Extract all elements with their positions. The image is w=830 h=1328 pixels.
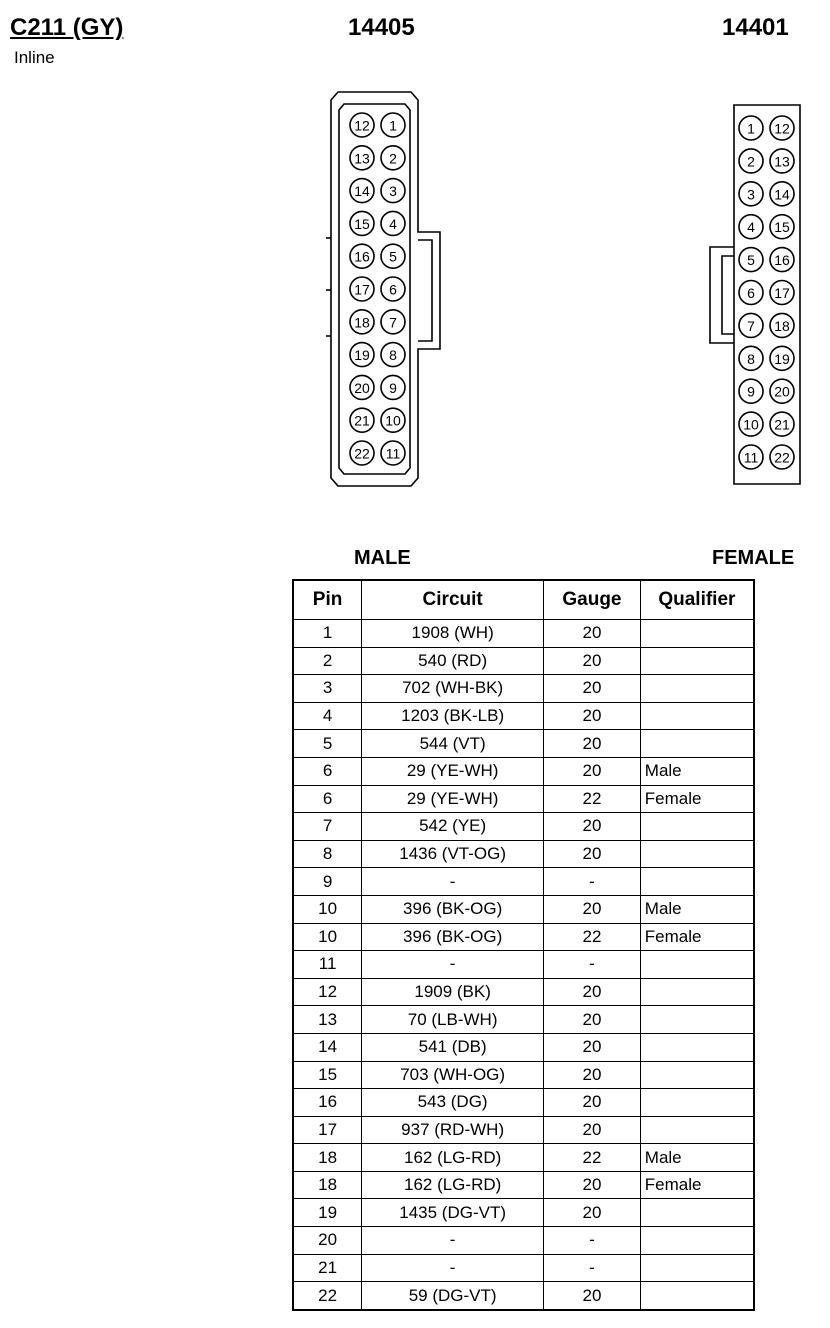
pin-male-left <box>350 113 374 137</box>
pin-number: 19 <box>354 347 370 364</box>
gauge-cell: 20 <box>544 1171 641 1199</box>
gauge-cell: 20 <box>544 813 641 841</box>
pin-female-right <box>770 445 794 469</box>
table-row <box>293 1199 754 1227</box>
pin-number: 9 <box>747 383 755 400</box>
pin-cell: 18 <box>293 1171 362 1199</box>
table-row <box>293 978 754 1006</box>
pin-male-left <box>350 244 374 268</box>
gauge-cell: 20 <box>544 1199 641 1227</box>
circuit-cell: 396 (BK-OG) <box>362 895 544 923</box>
gauge-cell: 20 <box>544 1061 641 1089</box>
pin-female-right <box>770 412 794 436</box>
pin-female-right <box>770 346 794 370</box>
pin-female-left <box>739 346 763 370</box>
qualifier-cell: Male <box>640 757 754 785</box>
table-row <box>293 951 754 979</box>
pin-number: 13 <box>354 150 370 167</box>
pin-number: 11 <box>743 449 759 466</box>
pin-number: 10 <box>743 416 759 433</box>
pin-number: 16 <box>354 248 370 265</box>
table-row <box>293 813 754 841</box>
gauge-cell: 20 <box>544 730 641 758</box>
pin-cell: 10 <box>293 895 362 923</box>
pin-number: 14 <box>774 186 790 203</box>
circuit-cell: 540 (RD) <box>362 647 544 675</box>
pin-cell: 22 <box>293 1282 362 1310</box>
pin-cell: 19 <box>293 1199 362 1227</box>
qualifier-cell <box>640 813 754 841</box>
gauge-cell: 20 <box>544 840 641 868</box>
pin-number: 7 <box>747 317 755 334</box>
pin-female-left <box>739 281 763 305</box>
pin-male-right <box>381 408 405 432</box>
female-view-label: FEMALE <box>712 547 795 569</box>
gauge-cell: 20 <box>544 1089 641 1117</box>
pin-number: 22 <box>774 449 790 466</box>
pin-male-left <box>350 441 374 465</box>
pin-female-left <box>739 182 763 206</box>
pin-number: 22 <box>354 445 370 462</box>
pin-number: 1 <box>747 120 755 137</box>
pin-male-left <box>350 375 374 399</box>
connector-type: Inline <box>14 48 55 67</box>
pin-male-right <box>381 343 405 367</box>
pin-number: 20 <box>354 379 370 396</box>
pin-male-right <box>381 244 405 268</box>
qualifier-cell <box>640 730 754 758</box>
table-row <box>293 675 754 703</box>
pin-number: 1 <box>389 117 397 134</box>
pin-male-left <box>350 146 374 170</box>
pin-cell: 7 <box>293 813 362 841</box>
qualifier-cell <box>640 1033 754 1061</box>
pin-cell: 1 <box>293 620 362 648</box>
pin-number: 12 <box>774 120 790 137</box>
pin-cell: 16 <box>293 1089 362 1117</box>
circuit-cell: 59 (DG-VT) <box>362 1282 544 1310</box>
pin-male-left <box>350 408 374 432</box>
pin-number: 10 <box>385 412 401 429</box>
pin-female-right <box>770 116 794 140</box>
gauge-cell: - <box>544 868 641 896</box>
header-circuit: Circuit <box>362 580 544 620</box>
qualifier-cell <box>640 868 754 896</box>
qualifier-cell <box>640 647 754 675</box>
circuit-cell: 1909 (BK) <box>362 978 544 1006</box>
table-row <box>293 840 754 868</box>
pin-number: 8 <box>747 350 755 367</box>
pin-male-left <box>350 211 374 235</box>
pin-cell: 11 <box>293 951 362 979</box>
gauge-cell: 20 <box>544 757 641 785</box>
gauge-cell: 20 <box>544 675 641 703</box>
pin-cell: 21 <box>293 1254 362 1282</box>
table-row <box>293 730 754 758</box>
qualifier-cell: Male <box>640 1144 754 1172</box>
table-row <box>293 1116 754 1144</box>
table-row <box>293 1254 754 1282</box>
qualifier-cell <box>640 675 754 703</box>
qualifier-cell <box>640 620 754 648</box>
table-row <box>293 702 754 730</box>
pin-male-left <box>350 343 374 367</box>
qualifier-cell <box>640 978 754 1006</box>
pin-male-left <box>350 179 374 203</box>
table-header-row <box>293 580 754 620</box>
pin-female-right <box>770 149 794 173</box>
pin-number: 5 <box>389 248 397 265</box>
table-row <box>293 1227 754 1255</box>
pin-male-right <box>381 179 405 203</box>
pin-number: 15 <box>774 219 790 236</box>
circuit-cell: 29 (YE-WH) <box>362 785 544 813</box>
circuit-cell: 1435 (DG-VT) <box>362 1199 544 1227</box>
pin-female-right <box>770 248 794 272</box>
qualifier-cell: Female <box>640 785 754 813</box>
circuit-cell: - <box>362 1254 544 1282</box>
female-pin-grid <box>739 116 794 469</box>
pin-cell: 17 <box>293 1116 362 1144</box>
gauge-cell: 22 <box>544 785 641 813</box>
qualifier-cell <box>640 1089 754 1117</box>
table-row <box>293 895 754 923</box>
gauge-cell: 20 <box>544 1116 641 1144</box>
pin-female-right <box>770 379 794 403</box>
table-row <box>293 785 754 813</box>
pin-number: 20 <box>774 383 790 400</box>
qualifier-cell <box>640 1282 754 1310</box>
qualifier-cell: Female <box>640 923 754 951</box>
pin-cell: 10 <box>293 923 362 951</box>
table-row <box>293 1171 754 1199</box>
table-row <box>293 1006 754 1034</box>
circuit-cell: 543 (DG) <box>362 1089 544 1117</box>
pin-cell: 8 <box>293 840 362 868</box>
pin-cell: 5 <box>293 730 362 758</box>
gauge-cell: - <box>544 1254 641 1282</box>
circuit-cell: 1908 (WH) <box>362 620 544 648</box>
pin-number: 13 <box>774 153 790 170</box>
table-row <box>293 1144 754 1172</box>
pin-female-right <box>770 281 794 305</box>
pin-cell: 13 <box>293 1006 362 1034</box>
pin-female-left <box>739 313 763 337</box>
circuit-cell: 29 (YE-WH) <box>362 757 544 785</box>
pin-number: 2 <box>389 150 397 167</box>
pin-number: 9 <box>389 379 397 396</box>
pin-cell: 2 <box>293 647 362 675</box>
gauge-cell: 20 <box>544 647 641 675</box>
pin-number: 3 <box>389 183 397 200</box>
pin-male-left <box>350 277 374 301</box>
pin-number: 4 <box>389 215 397 232</box>
qualifier-cell <box>640 1006 754 1034</box>
circuit-cell: - <box>362 868 544 896</box>
pin-number: 6 <box>389 281 397 298</box>
circuit-cell: 162 (LG-RD) <box>362 1171 544 1199</box>
pin-number: 17 <box>354 281 370 298</box>
pin-cell: 4 <box>293 702 362 730</box>
table-row <box>293 620 754 648</box>
circuit-cell: - <box>362 951 544 979</box>
pin-number: 8 <box>389 347 397 364</box>
pin-cell: 18 <box>293 1144 362 1172</box>
pin-female-right <box>770 182 794 206</box>
qualifier-cell <box>640 840 754 868</box>
qualifier-cell <box>640 1061 754 1089</box>
pin-number: 14 <box>354 183 370 200</box>
qualifier-cell <box>640 951 754 979</box>
pin-cell: 12 <box>293 978 362 1006</box>
pin-female-left <box>739 412 763 436</box>
gauge-cell: 20 <box>544 620 641 648</box>
connector-diagrams <box>0 0 830 540</box>
circuit-cell: 703 (WH-OG) <box>362 1061 544 1089</box>
table-row <box>293 647 754 675</box>
circuit-cell: 542 (YE) <box>362 813 544 841</box>
circuit-cell: 937 (RD-WH) <box>362 1116 544 1144</box>
pin-number: 15 <box>354 215 370 232</box>
pin-cell: 14 <box>293 1033 362 1061</box>
table-row <box>293 1033 754 1061</box>
pin-number: 11 <box>385 445 401 462</box>
gauge-cell: 22 <box>544 923 641 951</box>
pin-number: 16 <box>774 252 790 269</box>
gauge-cell: - <box>544 1227 641 1255</box>
pin-number: 18 <box>774 317 790 334</box>
pin-male-right <box>381 113 405 137</box>
pin-male-right <box>381 310 405 334</box>
circuit-cell: - <box>362 1227 544 1255</box>
pin-number: 2 <box>747 153 755 170</box>
gauge-cell: 20 <box>544 895 641 923</box>
pin-number: 3 <box>747 186 755 203</box>
pin-male-right <box>381 277 405 301</box>
header-qualifier: Qualifier <box>640 580 754 620</box>
pin-number: 19 <box>774 350 790 367</box>
pin-female-left <box>739 215 763 239</box>
pin-female-right <box>770 313 794 337</box>
qualifier-cell <box>640 1254 754 1282</box>
header-pin: Pin <box>293 580 362 620</box>
table-row <box>293 1282 754 1310</box>
circuit-cell: 162 (LG-RD) <box>362 1144 544 1172</box>
gauge-cell: 20 <box>544 978 641 1006</box>
pin-female-left <box>739 116 763 140</box>
pin-female-right <box>770 215 794 239</box>
male-view-label: MALE <box>354 547 411 569</box>
circuit-cell: 396 (BK-OG) <box>362 923 544 951</box>
circuit-cell: 70 (LB-WH) <box>362 1006 544 1034</box>
pin-number: 7 <box>389 314 397 331</box>
qualifier-cell <box>640 702 754 730</box>
pin-number: 17 <box>774 285 790 301</box>
pin-cell: 3 <box>293 675 362 703</box>
pin-female-left <box>739 149 763 173</box>
pin-male-right <box>381 146 405 170</box>
gauge-cell: - <box>544 951 641 979</box>
gauge-cell: 20 <box>544 1282 641 1310</box>
pin-number: 21 <box>354 412 370 429</box>
pin-number: 21 <box>774 416 790 433</box>
table-row <box>293 868 754 896</box>
pin-female-left <box>739 445 763 469</box>
pin-number: 4 <box>747 219 755 236</box>
table-row <box>293 1089 754 1117</box>
male-part-number: 14405 <box>348 14 415 41</box>
pin-female-left <box>739 248 763 272</box>
gauge-cell: 20 <box>544 702 641 730</box>
male-pin-grid <box>350 113 405 465</box>
pin-male-right <box>381 211 405 235</box>
pin-cell: 9 <box>293 868 362 896</box>
gauge-cell: 20 <box>544 1033 641 1061</box>
pinout-table <box>292 579 755 1311</box>
gauge-cell: 22 <box>544 1144 641 1172</box>
pin-cell: 6 <box>293 785 362 813</box>
qualifier-cell: Male <box>640 895 754 923</box>
gauge-cell: 20 <box>544 1006 641 1034</box>
circuit-cell: 544 (VT) <box>362 730 544 758</box>
pin-number: 5 <box>747 252 755 269</box>
circuit-cell: 1436 (VT-OG) <box>362 840 544 868</box>
qualifier-cell <box>640 1116 754 1144</box>
circuit-cell: 541 (DB) <box>362 1033 544 1061</box>
pin-cell: 6 <box>293 757 362 785</box>
pin-male-left <box>350 310 374 334</box>
qualifier-cell <box>640 1199 754 1227</box>
pin-cell: 15 <box>293 1061 362 1089</box>
table-row <box>293 757 754 785</box>
qualifier-cell: Female <box>640 1171 754 1199</box>
table-row <box>293 923 754 951</box>
pin-female-left <box>739 379 763 403</box>
qualifier-cell <box>640 1227 754 1255</box>
pin-cell: 20 <box>293 1227 362 1255</box>
pin-number: 18 <box>354 314 370 331</box>
table-row <box>293 1061 754 1089</box>
female-part-number: 14401 <box>722 14 789 41</box>
header-gauge: Gauge <box>544 580 641 620</box>
circuit-cell: 702 (WH-BK) <box>362 675 544 703</box>
pin-male-right <box>381 441 405 465</box>
connector-id: C211 (GY) <box>10 14 124 41</box>
pin-male-right <box>381 375 405 399</box>
pin-number: 12 <box>354 117 370 134</box>
circuit-cell: 1203 (BK-LB) <box>362 702 544 730</box>
pin-number: 6 <box>747 285 755 301</box>
